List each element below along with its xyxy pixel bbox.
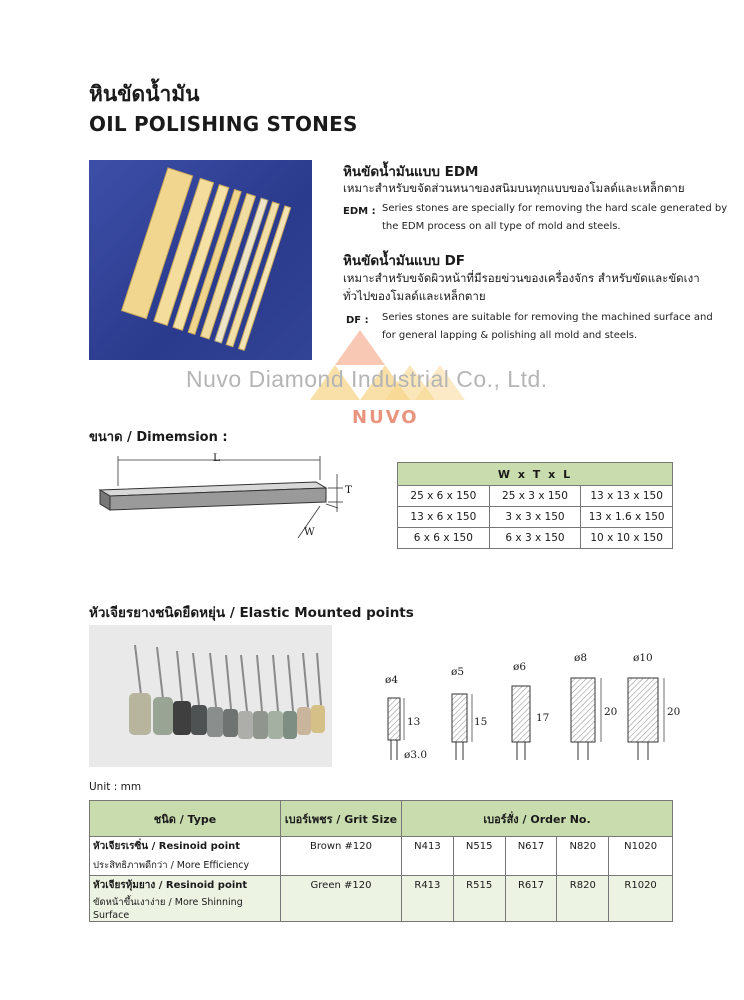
table-row bbox=[90, 837, 673, 857]
order-table bbox=[89, 800, 673, 922]
table-cell: 10 x 10 x 150 bbox=[581, 528, 673, 549]
table-cell: 13 x 13 x 150 bbox=[581, 486, 673, 507]
df-desc-en-line2: for general lapping & polishing all mold and steels. bbox=[382, 330, 638, 341]
shape-1-shank: ø3.0 bbox=[404, 749, 428, 761]
code-cell: R515 bbox=[453, 876, 505, 896]
df-desc-en: DF : bbox=[346, 315, 369, 326]
code-cell: R617 bbox=[505, 876, 557, 896]
table-cell: 13 x 6 x 150 bbox=[398, 507, 490, 528]
edm-heading: หินขัดน้ำมันแบบ EDM bbox=[343, 164, 479, 180]
df-label: DF bbox=[346, 315, 362, 326]
shape-3-height: 17 bbox=[536, 712, 550, 724]
unit-label: Unit : mm bbox=[89, 781, 142, 793]
shape-4-diameter: ø8 bbox=[574, 652, 588, 664]
shape-4-height: 20 bbox=[604, 706, 618, 718]
type-subtitle-cell: ขัดหน้าขึ้นเงาง่าย / More Shinning Surface bbox=[90, 895, 281, 922]
stone-dimension-diagram bbox=[88, 450, 368, 545]
type-cell: หัวเจียรหุ้มยาง / Resinoid point bbox=[90, 876, 281, 896]
edm-desc-en: EDM : bbox=[343, 206, 376, 217]
table-row bbox=[90, 895, 673, 922]
type-header: ชนิด / Type bbox=[90, 801, 281, 837]
shape-1-height: 13 bbox=[407, 716, 421, 728]
grit-cell: Brown #120 bbox=[281, 837, 402, 857]
table-row bbox=[398, 486, 673, 507]
order-no-header: เบอร์สั่ง / Order No. bbox=[402, 801, 673, 837]
code-cell: N515 bbox=[453, 837, 505, 857]
table-row bbox=[90, 876, 673, 896]
table-cell: 13 x 1.6 x 150 bbox=[581, 507, 673, 528]
code-cell: N820 bbox=[557, 837, 609, 857]
code-cell: N1020 bbox=[609, 837, 673, 857]
table-cell: 25 x 3 x 150 bbox=[489, 486, 581, 507]
type-cell: หัวเจียรเรซิ่น / Resinoid point bbox=[90, 837, 281, 857]
table-cell: 6 x 6 x 150 bbox=[398, 528, 490, 549]
code-cell: N617 bbox=[505, 837, 557, 857]
page-title-thai: หินขัดน้ำมัน bbox=[89, 82, 200, 106]
edm-desc-en-line2: the EDM process on all type of mold and steels. bbox=[382, 221, 621, 232]
table-cell: 25 x 6 x 150 bbox=[398, 486, 490, 507]
dimension-table-header: W x T x L bbox=[398, 463, 673, 486]
table-row bbox=[90, 856, 673, 876]
mounted-points-photo bbox=[89, 625, 332, 767]
oil-stones-photo bbox=[89, 160, 312, 360]
df-heading: หินขัดน้ำมันแบบ DF bbox=[343, 253, 466, 269]
code-cell: R413 bbox=[402, 876, 454, 896]
watermark-company-name: Nuvo Diamond Industrial Co., Ltd. bbox=[186, 366, 548, 392]
df-desc-thai-line2: ทั่วไปของโมลด์และเหล็กตาย bbox=[343, 289, 486, 303]
code-cell: R820 bbox=[557, 876, 609, 896]
edm-desc-en-line1: Series stones are specially for removing the hard scale generated by bbox=[382, 203, 728, 214]
diagram-label-length: L bbox=[213, 452, 220, 464]
shape-2-diameter: ø5 bbox=[451, 666, 465, 678]
page-title-english: OIL POLISHING STONES bbox=[89, 112, 358, 136]
shape-5-height: 20 bbox=[667, 706, 681, 718]
shape-3-diameter: ø6 bbox=[513, 661, 527, 673]
df-desc-thai-line1: เหมาะสำหรับขจัดผิวหน้าที่มีรอยข่วนของเครื่องจักร สำหรับขัดและขัดเงา bbox=[343, 271, 700, 285]
dimension-table bbox=[397, 462, 673, 549]
edm-label: EDM bbox=[343, 206, 369, 217]
diagram-label-width: W bbox=[304, 526, 315, 538]
diagram-label-thickness: T bbox=[345, 484, 353, 496]
oil-stones-illustration bbox=[89, 160, 312, 360]
table-cell: 3 x 3 x 150 bbox=[489, 507, 581, 528]
watermark-brand: NUVO bbox=[352, 407, 419, 428]
grit-header: เบอร์เพชร / Grit Size bbox=[281, 801, 402, 837]
edm-desc-thai: เหมาะสำหรับขจัดส่วนหนาของสนิมบนทุกแบบของโมลด์และเหล็กตาย bbox=[343, 181, 685, 195]
dimension-title: ขนาด / Dimemsion : bbox=[89, 430, 228, 445]
table-row bbox=[398, 507, 673, 528]
shape-2-height: 15 bbox=[474, 716, 488, 728]
shape-5-diameter: ø10 bbox=[633, 652, 653, 664]
elastic-points-title: หัวเจียรยางชนิดยืดหยุ่น / Elastic Mounted points bbox=[89, 605, 414, 621]
df-desc-en-line1: Series stones are suitable for removing the machined surface and bbox=[382, 312, 713, 323]
code-cell: N413 bbox=[402, 837, 454, 857]
grit-cell: Green #120 bbox=[281, 876, 402, 896]
table-row bbox=[398, 528, 673, 549]
type-subtitle-cell: ประสิทธิภาพดีกว่า / More Efficiency bbox=[90, 856, 281, 876]
shape-1-diameter: ø4 bbox=[385, 674, 399, 686]
code-cell: R1020 bbox=[609, 876, 673, 896]
mounted-points-illustration bbox=[89, 625, 332, 767]
table-cell: 6 x 3 x 150 bbox=[489, 528, 581, 549]
